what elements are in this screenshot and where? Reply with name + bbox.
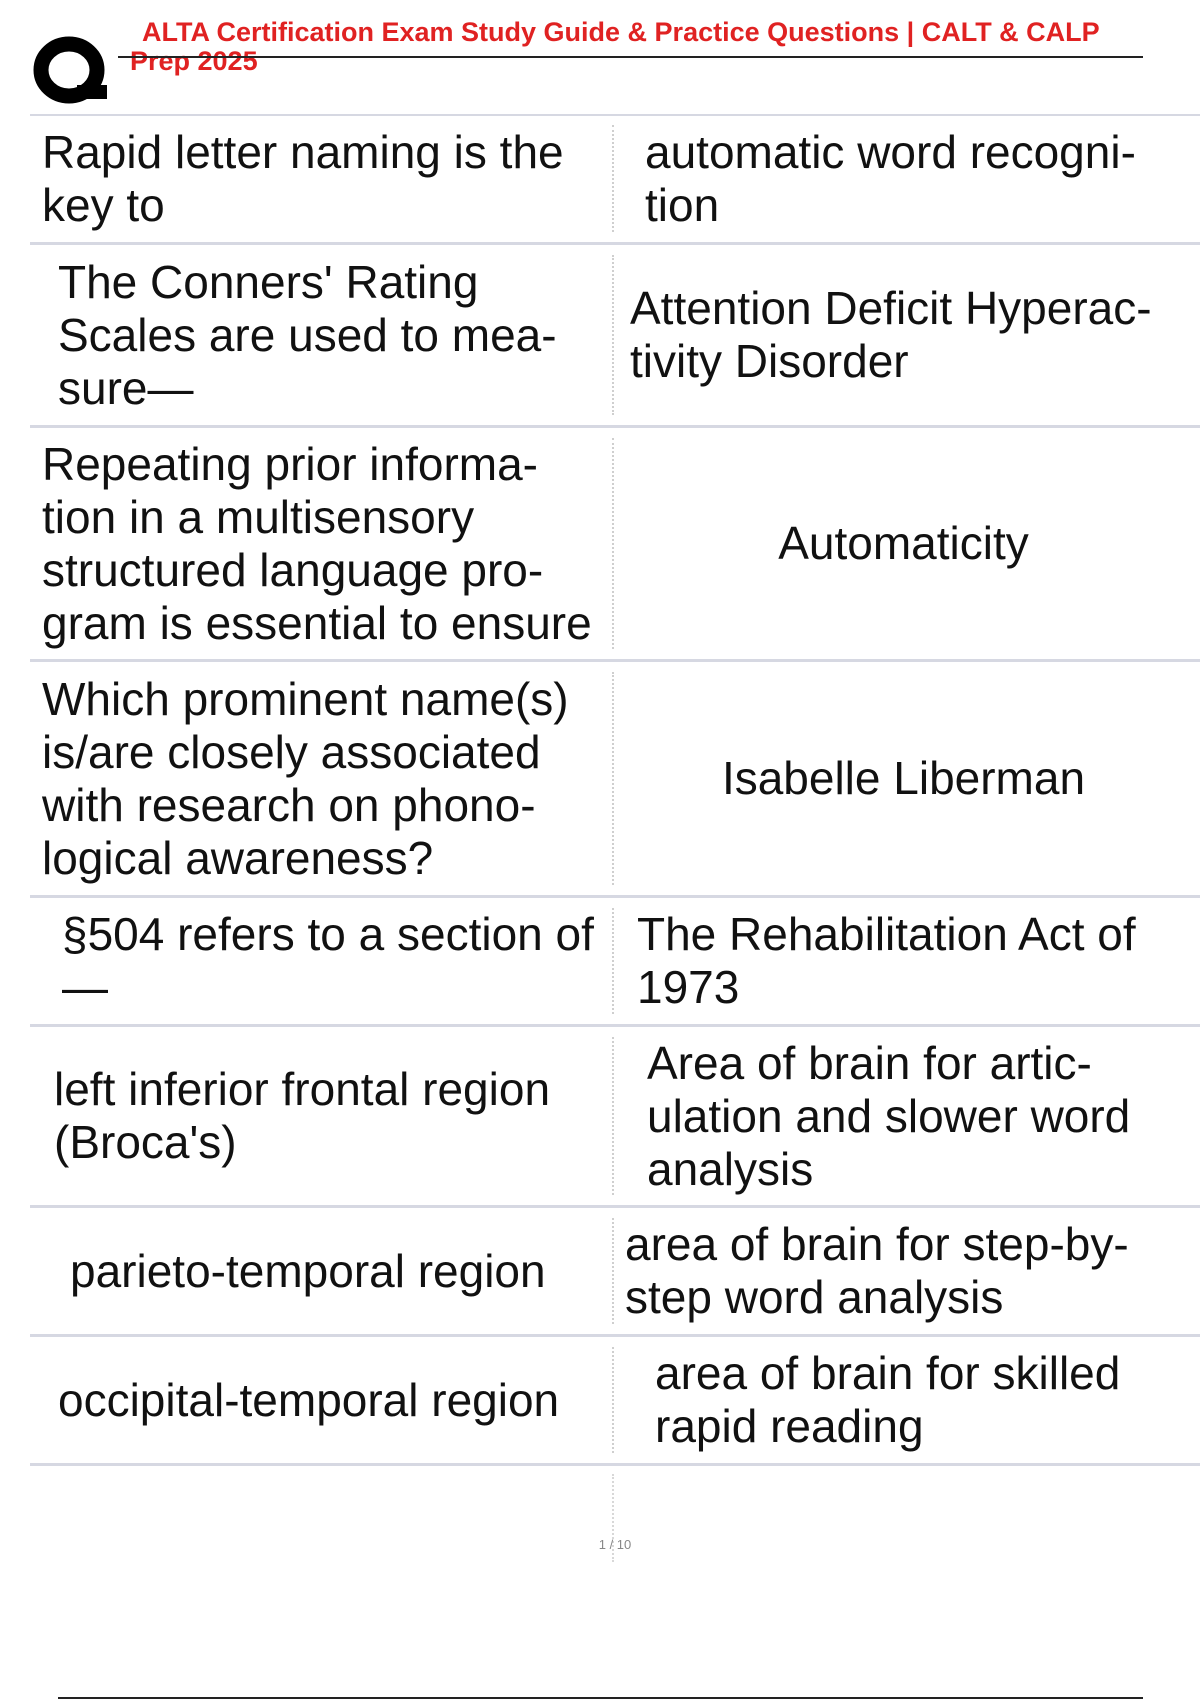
card-definition: Attention Deficit Hyperac- tivity Disorder	[630, 282, 1152, 387]
card-definition: area of brain for step-by-step word analysis	[625, 1218, 1129, 1323]
card-definition: automatic word recogni- tion	[645, 125, 1136, 231]
document-title	[130, 16, 1140, 78]
flashcard-row	[30, 1027, 1200, 1208]
title-line-1: ALTA Certification Exam Study Guide & Practice Questions | CALT & CALP	[142, 17, 1100, 47]
card-definition: area of brain for skilled rapid reading	[655, 1347, 1121, 1452]
flashcard-row	[30, 428, 1200, 662]
q-logo-icon	[33, 33, 111, 111]
card-term: parieto-temporal region	[70, 1244, 546, 1297]
footer-rule	[58, 1697, 1143, 1699]
card-term: §504 refers to a section of—	[62, 908, 594, 1013]
card-term: The Conners' Rating Scales are used to mea- sure—	[58, 255, 557, 414]
card-definition: The Rehabilitation Act of 1973	[637, 908, 1136, 1013]
flashcard-row	[30, 1337, 1200, 1466]
card-term: left inferior frontal region (Broca's)	[54, 1063, 551, 1168]
flashcard-table	[30, 115, 1200, 1466]
card-definition: Isabelle Liberman	[721, 752, 1086, 804]
flashcard-row	[30, 662, 1200, 898]
card-term: Which prominent name(s) is/are closely associated with research on phono- logical awareness?	[42, 672, 569, 884]
flashcard-row	[30, 898, 1200, 1027]
card-term: Repeating prior informa- tion in a multisensory structured language pro- gram is essential to ensure	[42, 437, 592, 649]
card-term: occipital-temporal region	[58, 1373, 560, 1426]
header-rule	[118, 56, 1143, 58]
flashcard-row	[30, 245, 1200, 428]
card-definition: Automaticity	[778, 517, 1029, 569]
flashcard-row	[30, 115, 1200, 245]
flashcard-row	[30, 1208, 1200, 1337]
card-definition: Area of brain for artic- ulation and slower word analysis	[647, 1036, 1131, 1195]
title-line-2: Prep 2025	[130, 46, 258, 76]
card-term: Rapid letter naming is the key to	[42, 125, 564, 231]
page-number: 1 / 10	[598, 1537, 632, 1552]
